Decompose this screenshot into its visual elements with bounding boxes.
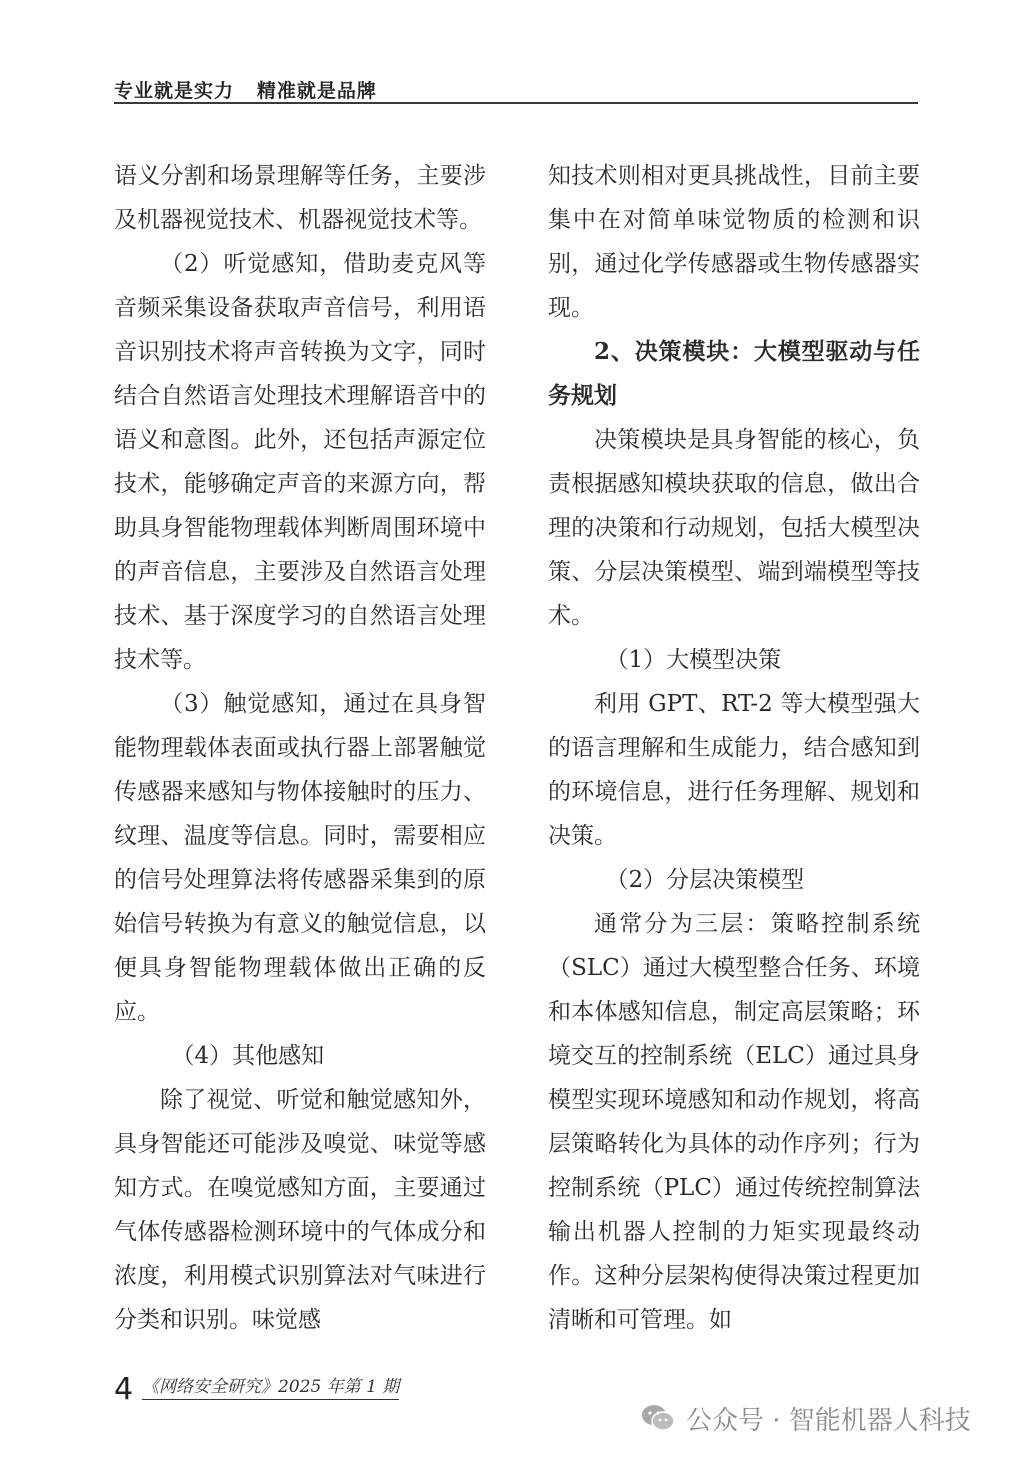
running-header — [114, 70, 918, 104]
watermark-text: 公众号 · 智能机器人科技 — [686, 1405, 971, 1436]
right-column — [548, 154, 920, 1342]
paragraph: 语义分割和场景理解等任务，主要涉及机器视觉技术、机器视觉技术等。 — [114, 163, 486, 233]
page-number: 4 — [114, 1372, 134, 1407]
wechat-icon — [640, 1402, 676, 1434]
watermark — [640, 1400, 971, 1436]
paragraph: 利用 GPT、RT-2 等大模型强大的语言理解和生成能力，结合感知到的环境信息，进行任务理解、规划和决策。 — [548, 691, 920, 849]
journal-citation: 《网络安全研究》2025 年第 1 期 — [142, 1372, 399, 1400]
paragraph: 知技术则相对更具挑战性，目前主要集中在对简单味觉物质的检测和识别，通过化学传感器或生物传感器实现。 — [548, 163, 920, 321]
section-heading: 2、决策模块：大模型驱动与任务规划 — [548, 338, 920, 409]
subheading: （2）分层决策模型 — [605, 867, 805, 893]
paragraph: （3）触觉感知，通过在具身智能物理载体表面或执行器上部署触觉传感器来感知与物体接触时的压力、纹理、温度等信息。同时，需要相应的信号处理算法将传感器采集到的原始信号转换为有意义的触觉信息，以便具身智能物理载体做出正确的反应。 — [114, 691, 486, 1025]
paragraph: （2）听觉感知，借助麦克风等音频采集设备获取声音信号，利用语音识别技术将声音转换为文字，同时结合自然语言处理技术理解语音中的语义和意图。此外，还包括声源定位技术，能够确定声音的来源方向，帮助具身智能物理载体判断周围环境中的声音信息，主要涉及自然语言处理技术、基于深度学习的自然语言处理技术等。 — [114, 251, 486, 673]
subheading: （4）其他感知 — [171, 1043, 325, 1069]
paragraph: 通常分为三层：策略控制系统（SLC）通过大模型整合任务、环境和本体感知信息，制定高层策略；环境交互的控制系统（ELC）通过具身模型实现环境感知和动作规划，将高层策略转化为具体的动作序列；行为控制系统（PLC）通过传统控制算法输出机器人控制的力矩实现最终动作。这种分层架构使得决策过程更加清晰和可管理。如 — [548, 911, 920, 1333]
paragraph: 决策模块是具身智能的核心，负责根据感知模块获取的信息，做出合理的决策和行动规划，包括大模型决策、分层决策模型、端到端模型等技术。 — [548, 427, 920, 629]
header-slogan: 专业就是实力 精准就是品牌 — [114, 80, 377, 102]
subheading: （1）大模型决策 — [605, 647, 782, 673]
paragraph: 除了视觉、听觉和触觉感知外，具身智能还可能涉及嗅觉、味觉等感知方式。在嗅觉感知方面，主要通过气体传感器检测环境中的气体成分和浓度，利用模式识别算法对气味进行分类和识别。味觉感 — [114, 1087, 486, 1333]
left-column — [114, 154, 486, 1342]
